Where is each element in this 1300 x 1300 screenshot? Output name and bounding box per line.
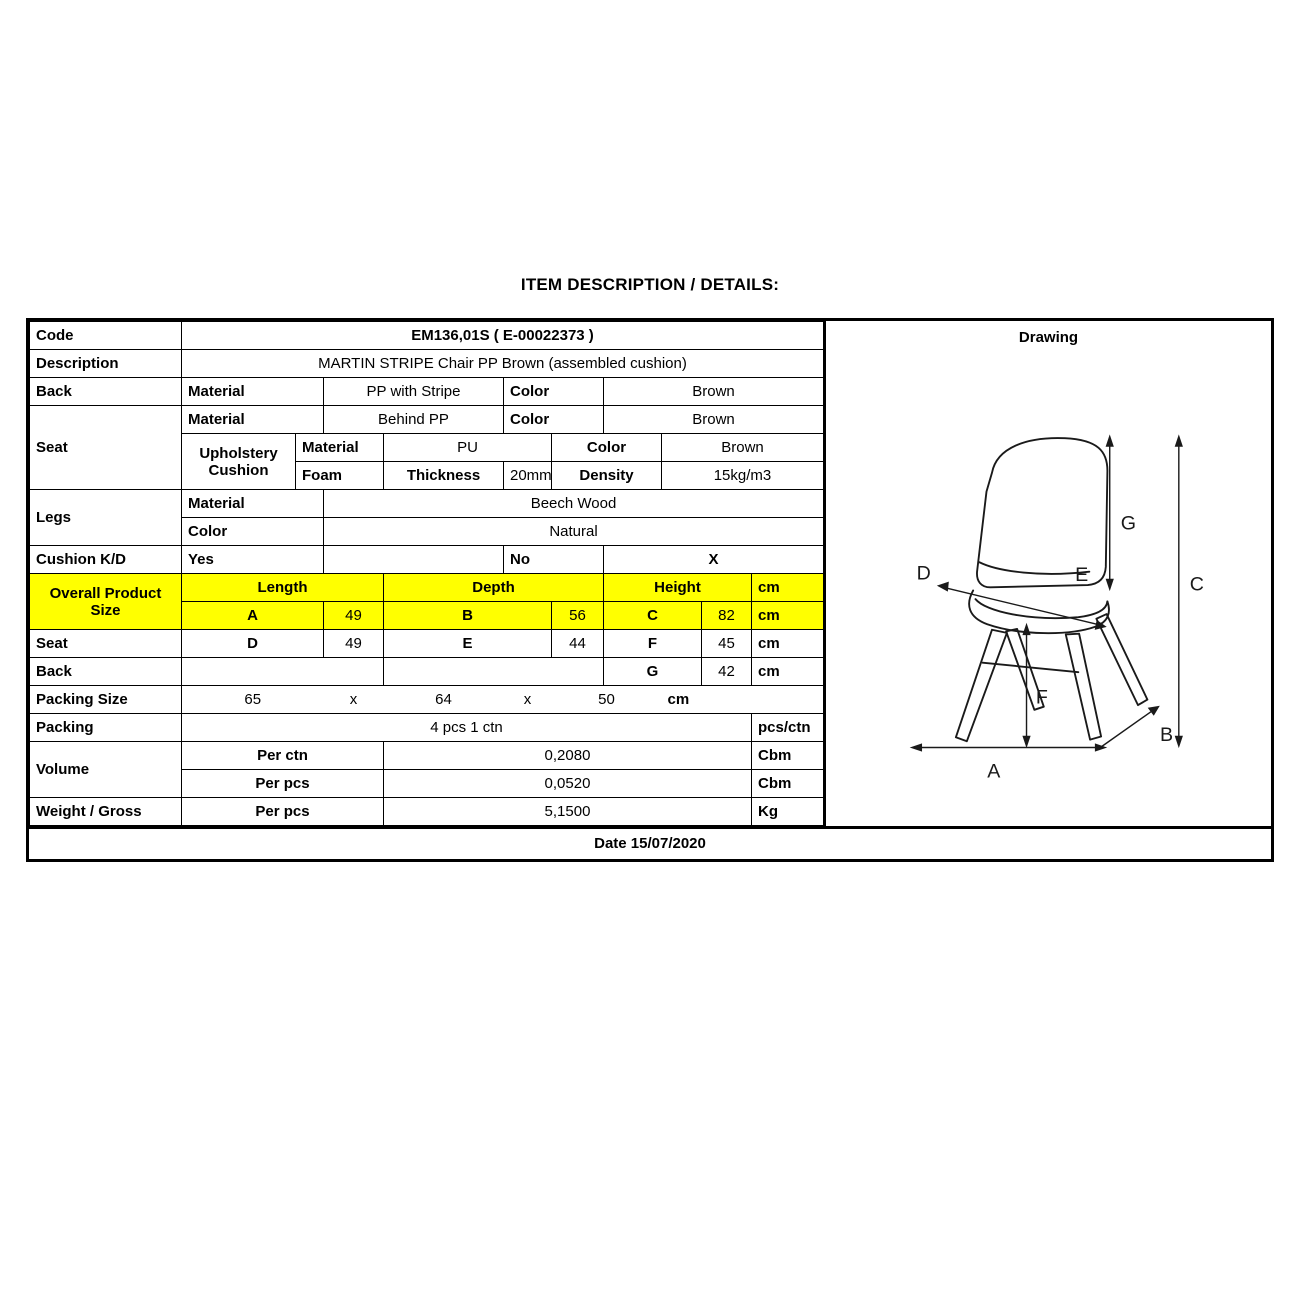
legs-label: Legs [30,490,182,546]
thickness-value: 20mm [504,462,552,490]
dimension-line-de [943,587,1100,625]
label-b: B [1159,724,1174,747]
overall-product-size-label: Overall Product Size [30,574,182,630]
seat-color-label: Color [504,406,604,434]
seat-length-value: 49 [324,630,384,658]
upholstery-color-value: Brown [662,434,824,462]
overall-length-value: 49 [324,602,384,630]
dimension-line-b [1100,710,1153,748]
back-color-value: Brown [604,378,824,406]
table-row-overall-header [30,574,824,602]
seat-height-code: F [604,630,702,658]
volume-per-pcs-label: Per pcs [182,770,384,798]
back-label: Back [30,378,182,406]
overall-unit: cm [752,574,824,602]
cushion-kd-no-label: No [504,546,604,574]
chair-technical-drawing [826,355,1271,826]
volume-label: Volume [30,742,182,798]
leg-rear-right [1096,614,1147,705]
label-f: F [1035,686,1048,709]
back-color-label: Color [504,378,604,406]
sheet-footer-date: Date 15/07/2020 [29,826,1271,859]
spec-sheet-frame [26,318,1274,862]
volume-per-pcs-unit: Cbm [752,770,824,798]
shell-inner-line [979,562,1089,574]
table-row-code [30,322,824,350]
label-d: D [916,562,931,585]
legs-color-value: Natural [324,518,824,546]
packing-size-x2: x [504,686,552,714]
seat-cushion-edge [975,599,1107,618]
overall-height-code: C [604,602,702,630]
seat-dims-label: Seat [30,630,182,658]
volume-per-ctn-value: 0,2080 [384,742,752,770]
spec-table [29,321,824,826]
height-header: Height [604,574,752,602]
dimension-labels [917,512,1204,782]
table-row-volume-per-ctn [30,742,824,770]
description-label: Description [30,350,182,378]
table-row-packing [30,714,824,742]
cushion-kd-yes-value [324,546,504,574]
weight-label: Weight / Gross [30,798,182,826]
back-material-label: Material [182,378,324,406]
table-row-seat-dims [30,630,824,658]
density-label: Density [552,462,662,490]
weight-per-pcs-label: Per pcs [182,798,384,826]
spec-sheet-body [29,321,1271,826]
density-value: 15kg/m3 [662,462,824,490]
back-height-code: G [604,658,702,686]
upholstery-material-value: PU [384,434,552,462]
description-value: MARTIN STRIPE Chair PP Brown (assembled cushion) [182,350,824,378]
page-title: ITEM DESCRIPTION / DETAILS: [520,275,780,294]
upholstery-color-label: Color [552,434,662,462]
overall-unit-2: cm [752,602,824,630]
packing-size-label: Packing Size [30,686,182,714]
table-row-description [30,350,824,378]
overall-length-code: A [182,602,324,630]
cushion-kd-yes-label: Yes [182,546,324,574]
packing-label: Packing [30,714,182,742]
seat-depth-value: 44 [552,630,604,658]
table-row-back [30,378,824,406]
cushion-kd-no-value: X [604,546,824,574]
weight-unit: Kg [752,798,824,826]
back-height-value: 42 [702,658,752,686]
arrow-g-bottom [1107,580,1113,589]
arrow-f-top [1023,625,1029,634]
upholstery-material-label: Material [296,434,384,462]
leg-support-bar [983,663,1079,672]
packing-value: 4 pcs 1 ctn [182,714,752,742]
back-dims-unit: cm [752,658,824,686]
table-row-packing-size [30,686,824,714]
back-length-blank [182,658,384,686]
drawing-heading: Drawing [1018,329,1079,346]
seat-label: Seat [30,406,182,490]
drawing-canvas [826,355,1271,826]
label-e: E [1075,564,1089,587]
arrow-a-left [912,744,921,750]
leg-front-right [1066,634,1101,740]
packing-size-unit: cm [662,686,824,714]
packing-size-height: 50 [552,686,662,714]
label-g: G [1120,512,1136,535]
packing-size-x1: x [324,686,384,714]
back-dims-label: Back [30,658,182,686]
table-row-back-dims [30,658,824,686]
packing-unit: pcs/ctn [752,714,824,742]
volume-per-ctn-unit: Cbm [752,742,824,770]
table-row-legs-material [30,490,824,518]
volume-per-pcs-value: 0,0520 [384,770,752,798]
legs-color-label: Color [182,518,324,546]
table-row-weight [30,798,824,826]
seat-material-label: Material [182,406,324,434]
depth-header: Depth [384,574,604,602]
weight-per-pcs-value: 5,1500 [384,798,752,826]
table-row-seat-material [30,406,824,434]
code-value: EM136,01S ( E-00022373 ) [182,322,824,350]
overall-depth-code: B [384,602,552,630]
arrow-c-bottom [1176,737,1182,746]
seat-dims-unit: cm [752,630,824,658]
seat-color-value: Brown [604,406,824,434]
packing-size-length: 65 [182,686,324,714]
arrow-g-top [1107,437,1113,446]
legs-material-value: Beech Wood [324,490,824,518]
arrow-d-end [939,583,948,591]
spec-table-container [29,321,826,826]
volume-per-ctn-label: Per ctn [182,742,384,770]
seat-depth-code: E [384,630,552,658]
arrow-c-top [1176,437,1182,446]
overall-height-value: 82 [702,602,752,630]
overall-depth-value: 56 [552,602,604,630]
seat-length-code: D [182,630,324,658]
legs-material-label: Material [182,490,324,518]
seat-material-value: Behind PP [324,406,504,434]
label-a: A [987,760,1001,783]
packing-size-width: 64 [384,686,504,714]
leg-front-left [956,630,1007,741]
seat-cushion-outline [969,591,1109,634]
foam-label: Foam [296,462,384,490]
back-material-value: PP with Stripe [324,378,504,406]
drawing-panel [826,321,1271,826]
arrow-f-bottom [1023,737,1029,746]
label-c: C [1189,573,1204,596]
thickness-label: Thickness [384,462,504,490]
upholstery-cushion-label: Upholstery Cushion [182,434,296,490]
back-depth-blank [384,658,604,686]
code-label: Code [30,322,182,350]
seat-height-value: 45 [702,630,752,658]
arrow-b-end [1149,707,1158,715]
cushion-kd-label: Cushion K/D [30,546,182,574]
table-row-cushion-kd [30,546,824,574]
length-header: Length [182,574,384,602]
